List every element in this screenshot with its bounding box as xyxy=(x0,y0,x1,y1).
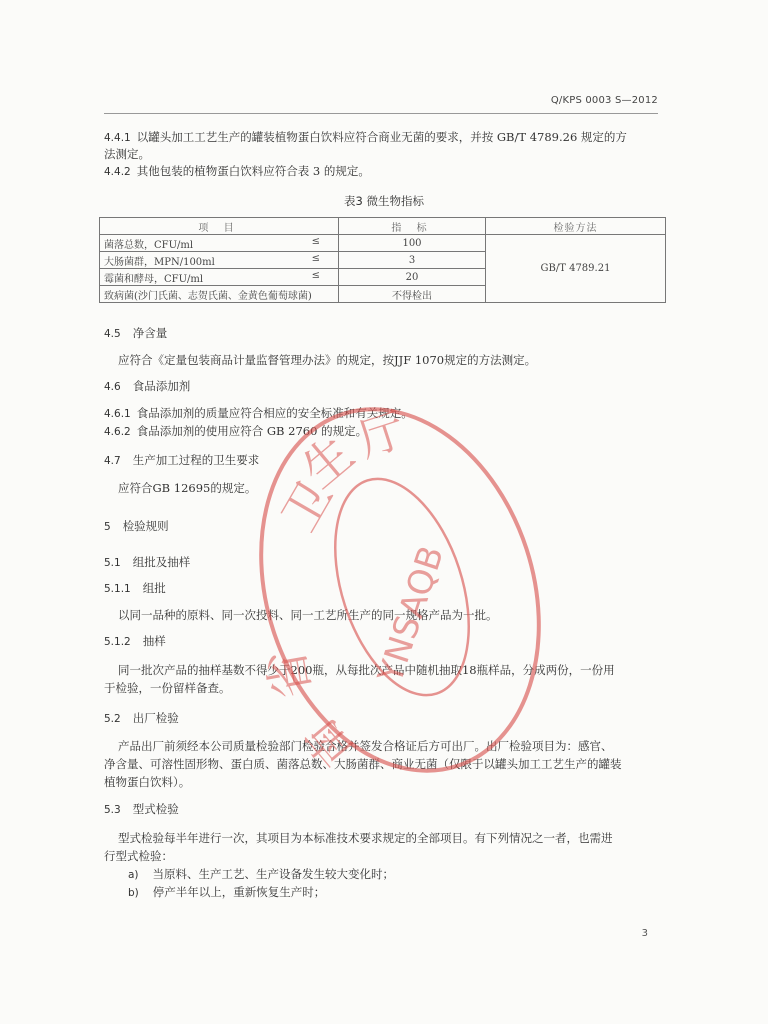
clause-text: 食品添加剂的质量应符合相应的安全标准和有关规定。 xyxy=(136,406,413,420)
svg-text:生: 生 xyxy=(291,425,365,500)
table-header-row xyxy=(100,218,666,235)
heading-5-3 xyxy=(104,801,179,818)
heading-4-5 xyxy=(104,325,167,342)
list-marker: b) xyxy=(128,887,139,899)
page-number: 3 xyxy=(641,928,648,939)
heading-5-2 xyxy=(104,710,179,727)
heading-number: 5.1.1 xyxy=(104,583,131,595)
item-text: 大肠菌群，MPN/100ml xyxy=(104,256,215,268)
heading-title: 净含量 xyxy=(132,326,168,340)
heading-title: 抽样 xyxy=(142,634,166,648)
clause-number: 4.6.1 xyxy=(104,408,131,420)
item-text: 致病菌(沙门氏菌、志贺氏菌、金黄色葡萄球菌) xyxy=(104,290,312,302)
clause-text: 食品添加剂的使用应符合 GB 2760 的规定。 xyxy=(136,424,368,438)
clause-number: 4.4.1 xyxy=(104,132,131,144)
svg-text:厅: 厅 xyxy=(351,401,413,468)
microbial-table xyxy=(99,217,666,303)
heading-5 xyxy=(104,518,169,535)
clause-4-6-2 xyxy=(104,423,367,440)
table-title: 表3 微生物指标 xyxy=(344,194,424,208)
op-sign: ≤ xyxy=(311,235,320,247)
table-row xyxy=(100,235,666,252)
header-rule xyxy=(104,113,658,114)
list-item xyxy=(128,866,394,883)
paragraph-5-2: 产品出厂前须经本公司质量检验部门检验合格并签发合格证后方可出厂。出厂检验项目为：感官、 xyxy=(118,739,613,753)
paragraph-5-3: 型式检验每半年进行一次，其项目为本标准技术要求规定的全部项目。有下列情况之一者，也需进 xyxy=(118,831,613,845)
row-item xyxy=(100,235,339,252)
heading-title: 组批及抽样 xyxy=(132,555,191,569)
heading-5-1-1 xyxy=(104,580,166,597)
row-item xyxy=(100,269,339,286)
clause-number: 4.6.2 xyxy=(104,426,131,438)
svg-text:南: 南 xyxy=(296,709,364,776)
clause-4-4-1 xyxy=(104,129,627,146)
svg-text:YNSAQB: YNSAQB xyxy=(370,541,453,688)
clause-4-6-1 xyxy=(104,405,413,422)
clause-4-4-2 xyxy=(104,163,370,180)
row-value: 不得检出 xyxy=(339,286,486,303)
heading-title: 组批 xyxy=(142,581,166,595)
paragraph-5-1-2: 同一批次产品的抽样基数不得少于200瓶，从每批次产品中随机抽取18瓶样品，分成两份，一份用 xyxy=(118,663,615,677)
paragraph-4-7: 应符合GB 12695的规定。 xyxy=(118,481,257,495)
method-cell: GB/T 4789.21 xyxy=(486,235,666,303)
paragraph-5-1-1: 以同一品种的原料、同一次投料、同一工艺所生产的同一规格产品为一批。 xyxy=(118,608,498,622)
clause-text: 以罐头加工工艺生产的罐装植物蛋白饮料应符合商业无菌的要求，并按 GB/T 4789.26 规定的方 xyxy=(136,130,627,144)
item-text: 菌落总数，CFU/ml xyxy=(104,239,194,251)
header-item: 项 目 xyxy=(100,218,339,235)
list-item xyxy=(128,884,325,901)
paragraph-5-2-cont: 净含量、可溶性固形物、蛋白质、菌落总数、大肠菌群、商业无菌（仅限于以罐头加工工艺生产的罐装 xyxy=(104,757,622,771)
heading-title: 型式检验 xyxy=(132,802,179,816)
list-text: 当原料、生产工艺、生产设备发生较大变化时； xyxy=(152,867,395,881)
svg-text:卫: 卫 xyxy=(271,471,345,541)
heading-number: 5 xyxy=(104,521,111,533)
op-sign: ≤ xyxy=(311,269,320,281)
paragraph-5-1-2-cont: 于检验，一份留样备查。 xyxy=(104,681,231,695)
heading-4-7 xyxy=(104,452,259,469)
heading-title: 生产加工过程的卫生要求 xyxy=(132,453,260,467)
heading-title: 检验规则 xyxy=(122,519,169,533)
heading-number: 4.6 xyxy=(104,381,121,393)
row-item xyxy=(100,252,339,269)
header-method: 检验方法 xyxy=(486,218,666,235)
paragraph-4-5: 应符合《定量包装商品计量监督管理办法》的规定，按JJF 1070规定的方法测定。 xyxy=(118,353,537,367)
heading-number: 5.2 xyxy=(104,713,121,725)
paragraph-5-2-cont2: 植物蛋白饮料）。 xyxy=(104,775,191,789)
heading-number: 4.5 xyxy=(104,328,121,340)
svg-text:省: 省 xyxy=(258,645,322,703)
header-value: 指 标 xyxy=(339,218,486,235)
heading-number: 5.1 xyxy=(104,557,121,569)
heading-number: 5.3 xyxy=(104,804,121,816)
official-seal xyxy=(250,395,550,785)
heading-5-1-2 xyxy=(104,633,166,650)
heading-5-1 xyxy=(104,554,190,571)
row-value: 3 xyxy=(339,252,486,269)
paragraph-5-3-cont: 行型式检验： xyxy=(104,849,173,863)
row-value: 100 xyxy=(339,235,486,252)
clause-4-4-1-cont: 法测定。 xyxy=(104,147,150,161)
row-item xyxy=(100,286,339,303)
list-marker: a) xyxy=(128,869,139,881)
standard-code: Q/KPS 0003 S—2012 xyxy=(550,95,658,106)
heading-number: 5.1.2 xyxy=(104,636,131,648)
op-sign: ≤ xyxy=(311,252,320,264)
clause-text: 其他包装的植物蛋白饮料应符合表 3 的规定。 xyxy=(136,164,370,178)
seal-svg xyxy=(250,395,550,785)
row-value: 20 xyxy=(339,269,486,286)
heading-4-6 xyxy=(104,378,190,395)
item-text: 霉菌和酵母，CFU/ml xyxy=(104,273,204,285)
heading-title: 出厂检验 xyxy=(132,711,179,725)
list-text: 停产半年以上，重新恢复生产时； xyxy=(152,885,326,899)
clause-number: 4.4.2 xyxy=(104,166,131,178)
heading-title: 食品添加剂 xyxy=(132,379,191,393)
heading-number: 4.7 xyxy=(104,455,121,467)
